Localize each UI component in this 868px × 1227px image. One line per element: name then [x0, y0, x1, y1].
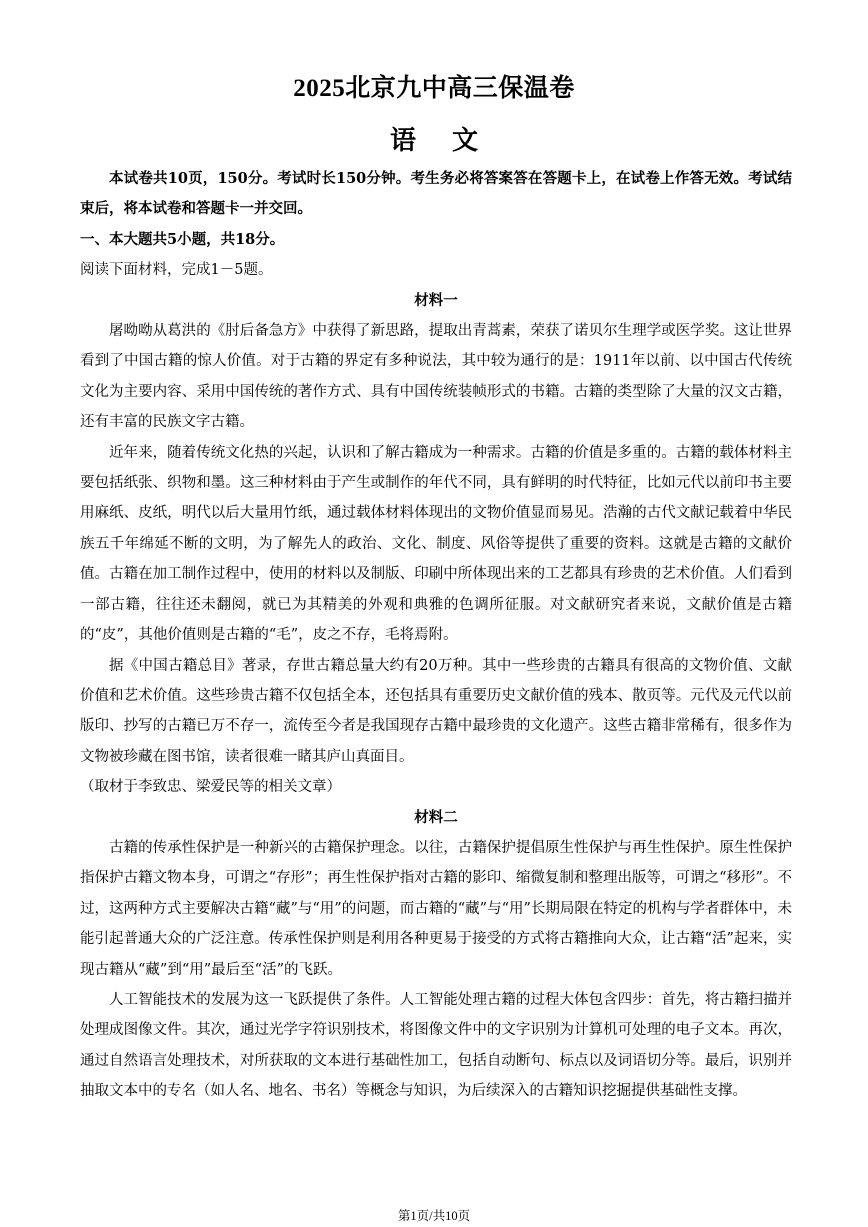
material-1-paragraph: 据《中国古籍总目》著录，存世古籍总量大约有20万种。其中一些珍贵的古籍具有很高的文物价值、文献价值和艺术价值。这些珍贵古籍不仅包括全本，还包括具有重要历史文献价值的残本、散页等。元代及元代以前版印、抄写的古籍已万不存一，流传至今者是我国现存古籍中最珍贵的文化遗产。这些古籍非常稀有，很多作为文物被珍藏在图书馆，读者很难一睹其庐山真面目。 [80, 657, 792, 765]
exam-instructions: 本试卷共10页，150分。考试时长150分钟。考生务必将答案答在答题卡上，在试卷上作答无效。考试结束后，将本试卷和答题卡一并交回。 [80, 170, 792, 218]
subject-title: 语文 [389, 126, 514, 155]
material-2-paragraph: 人工智能技术的发展为这一飞跃提供了条件。人工智能处理古籍的过程大体包含四步：首先，将古籍扫描并处理成图像文件。其次，通过光学字符识别技术，将图像文件中的文字识别为计算机可处理的电子文本。再次，通过自然语言处理技术，对所获取的文本进行基础性加工，包括自动断句、标点以及词语切分等。最后，识别并抽取文本中的专名（如人名、地名、书名）等概念与知识，为后续深入的古籍知识挖掘提供基础性支撑。 [80, 991, 792, 1100]
material-2-heading: 材料二 [414, 808, 458, 826]
material-1-heading: 材料一 [414, 291, 458, 309]
material-1-source: （取材于李致忠、梁爱民等的相关文章） [80, 779, 341, 796]
material-1-paragraph: 屠呦呦从葛洪的《肘后备急方》中获得了新思路，提取出青蒿素，荣获了诺贝尔生理学或医学奖。这让世界看到了中国古籍的惊人价值。对于古籍的界定有多种说法，其中较为通行的是：1911年以前、以中国古代传统文化为主要内容、采用中国传统的著作方式、具有中国传统装帧形式的书籍。古籍的类型除了大量的汉文古籍，还有丰富的民族文字古籍。 [80, 323, 792, 431]
material-1-paragraph: 近年来，随着传统文化热的兴起，认识和了解古籍成为一种需求。古籍的价值是多重的。古籍的载体材料主要包括纸张、织物和墨。这三种材料由于产生或制作的年代不同，具有鲜明的时代特征，比如元代以前印书主要用麻纸、皮纸，明代以后大量用竹纸，通过载体材料体现出的文物价值显而易见。浩瀚的古代文献记载着中华民族五千年绵延不断的文明，为了解先人的政治、文化、制度、风俗等提供了重要的资料。这就是古籍的文献价值。古籍在加工制作过程中，使用的材料以及制版、印刷中所体现出来的工艺都具有珍贵的艺术价值。人们看到一部古籍，往往还未翻阅，就已为其精美的外观和典雅的色调所征服。对文献研究者来说，文献价值是古籍的“皮”，其他价值则是古籍的“毛”，皮之不存，毛将焉附。 [80, 444, 792, 644]
material-2-paragraph: 古籍的传承性保护是一种新兴的古籍保护理念。以往，古籍保护提倡原生性保护与再生性保护。原生性保护指保护古籍文物本身，可谓之“存形”；再生性保护指对古籍的影印、缩微复制和整理出版等，可谓之“移形”。不过，这两种方式主要解决古籍“藏”与“用”的问题，而古籍的“藏”与“用”长期局限在特定的机构与学者群体中，未能引起普通大众的广泛注意。传承性保护则是利用各种更易于接受的方式将古籍推向大众，让古籍“活”起来，实现古籍从“藏”到“用”最后至“活”的飞跃。 [80, 839, 792, 978]
reading-prompt: 阅读下面材料，完成1－5题。 [80, 262, 273, 279]
exam-content [80, 164, 792, 1107]
page-indicator: 第1页/共10页 [397, 1209, 471, 1223]
exam-title: 2025北京九中高三保温卷 [293, 75, 575, 102]
section-heading: 一、本大题共5小题，共18分。 [80, 230, 285, 248]
